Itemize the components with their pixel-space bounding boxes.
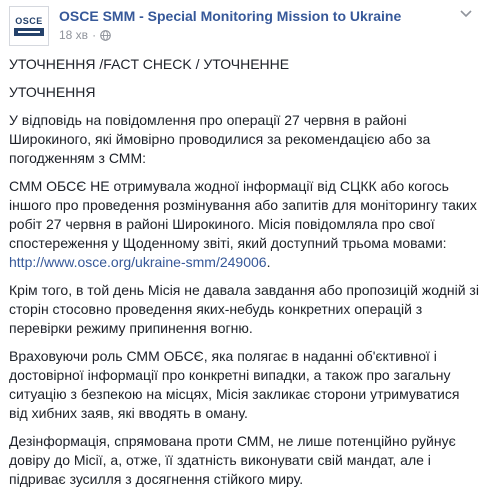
post-header xyxy=(9,6,486,46)
chevron-down-icon[interactable] xyxy=(460,10,472,18)
avatar-logo-text: OSCE xyxy=(15,15,43,26)
post-body xyxy=(9,55,479,498)
page-avatar[interactable] xyxy=(9,6,49,46)
post-paragraph-2 xyxy=(9,177,479,272)
post-paragraph-2-end: . xyxy=(266,254,271,270)
post-timestamp[interactable]: 18 хв xyxy=(59,28,89,42)
post-paragraph-5: Дезінформація, спрямована проти СММ, не лише потенційно руйнує довіру до Місії, а, отже, її здатність виконувати свій мандат, але і підриває зусилля з досягнення стійкого миру. xyxy=(9,433,456,487)
post-paragraph-1: У відповідь на повідомлення про операції 27 червня в районі Широкиного, які ймовірно проводилися за рекомендацією або за погодженням з СММ: xyxy=(9,112,431,166)
post-paragraph-2-text: СММ ОБСЄ НЕ отримувала жодної інформації від СЦКК або когось іншого про проведення розмінування або запитів для моніторингу таких робіт 27 червня в районі Широкиного. Місія повідомляла про свої спостереження у Щоденному звіті, який доступний трьома мовами: xyxy=(9,178,477,251)
post-paragraph-4: Враховуючи роль СММ ОБСЄ, яка полягає в наданні об'єктивної і достовірної інформації про конкретні випадки, а також про загальну ситуацію з безпекою на місцях, Місія закликає сторони утримуватися від хибних заяв, які вводять в оману. xyxy=(9,348,460,421)
page-name-link[interactable]: OSCE SMM - Special Monitoring Mission to Ukraine xyxy=(59,8,402,24)
osce-report-link[interactable]: http://www.osce.org/ukraine-smm/249006 xyxy=(9,254,267,270)
meta-separator: · xyxy=(92,28,97,42)
globe-icon[interactable] xyxy=(100,30,111,41)
post-paragraph-3: Крім того, в той день Місія не давала завдання або пропозицій жодній зі сторін стосовно проведення яких-небудь конкретних операцій з перевірки режиму припинення вогню. xyxy=(9,282,479,336)
post-heading: УТОЧНЕННЯ /FACT CHECK / УТОЧНЕННЕ xyxy=(9,56,290,72)
post-meta xyxy=(59,28,111,42)
avatar-logo-bar xyxy=(14,28,44,36)
post-subheading: УТОЧНЕННЯ xyxy=(9,84,96,100)
